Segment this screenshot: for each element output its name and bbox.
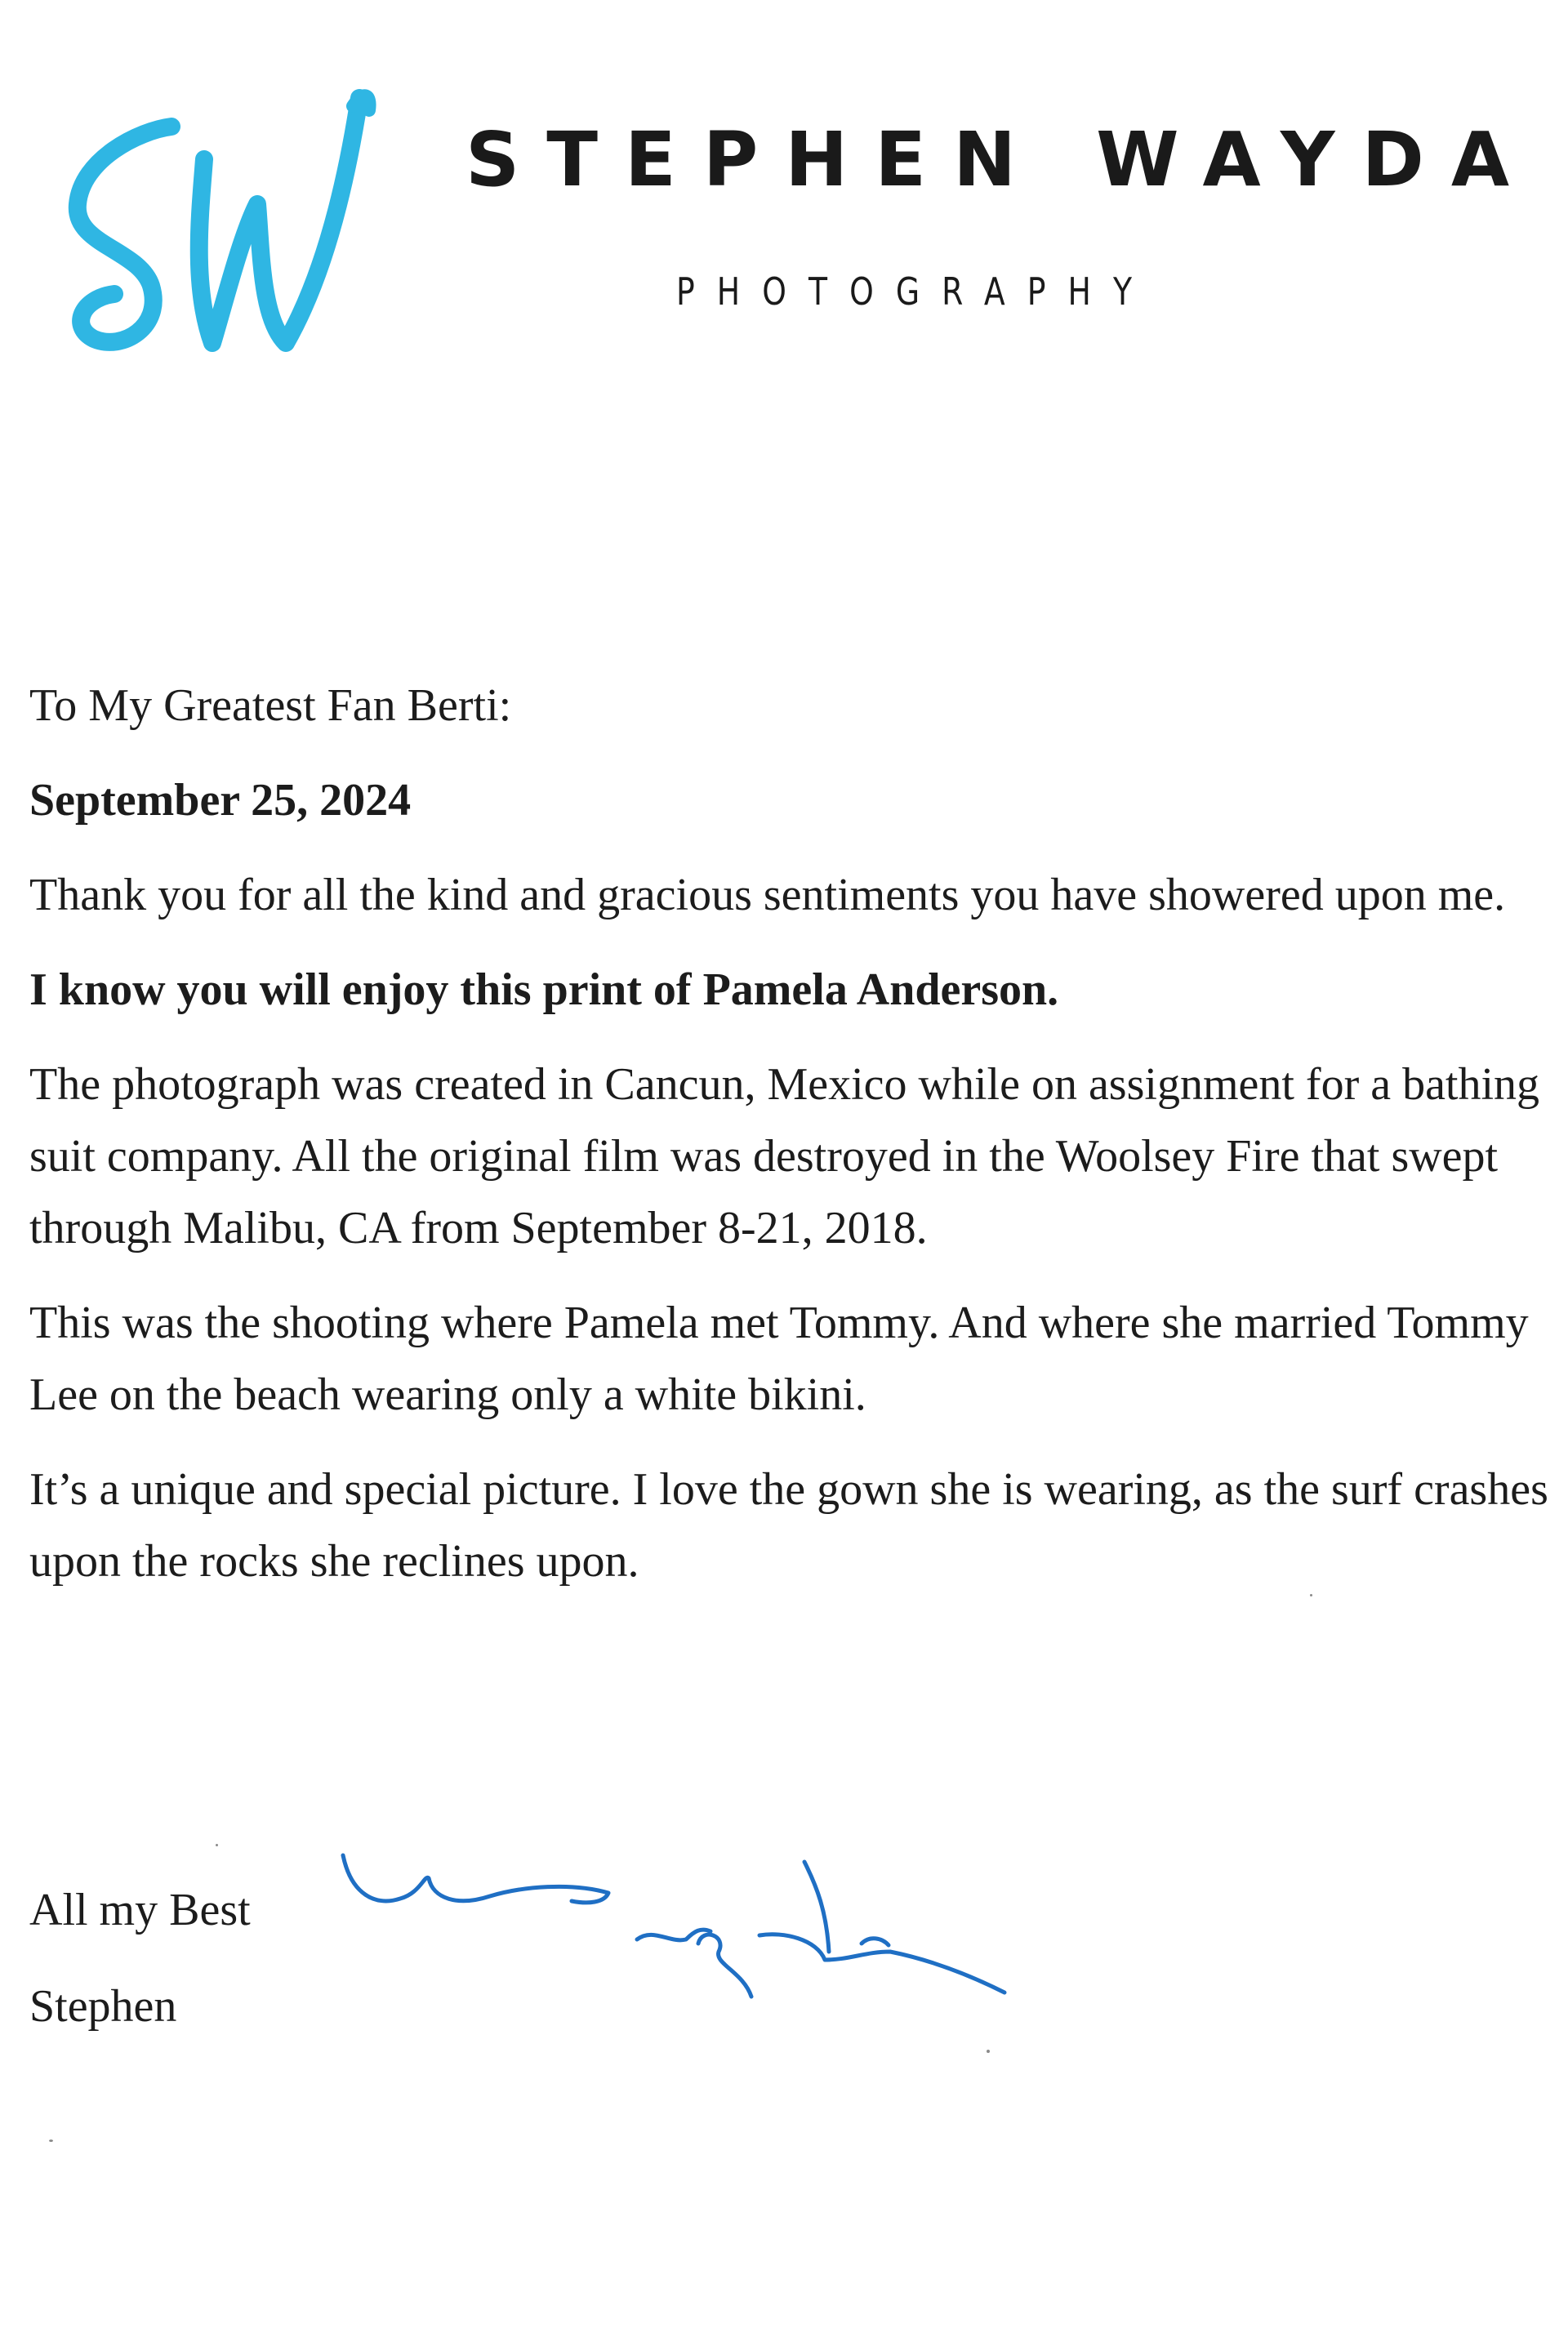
handwritten-signature <box>327 1829 1029 2025</box>
paragraph-5: It’s a unique and special picture. I love the gown she is wearing, as the surf crashes upon the rocks she reclines upon. <box>29 1464 1548 1587</box>
paragraph-1: Thank you for all the kind and gracious sentiments you have showered upon me. <box>29 870 1506 920</box>
closing: All my Best <box>29 1885 251 1935</box>
brand-name: STEPHEN WAYDA <box>466 116 1537 203</box>
paragraph-2: I know you will enjoy this print of Pamela Anderson. <box>29 964 1059 1015</box>
scan-speck <box>49 2139 53 2142</box>
scan-speck <box>987 2050 990 2053</box>
paragraph-4: This was the shooting where Pamela met Tommy. And where she married Tommy Lee on the beach wearing only a white bikini. <box>29 1298 1529 1420</box>
brand-subtitle: PHOTOGRAPHY <box>676 269 1155 314</box>
signer-name: Stephen <box>29 1981 177 2032</box>
paragraph-3: The photograph was created in Cancun, Mexico while on assignment for a bathing suit company. All the original film was destroyed in the Woolsey Fire that swept through Malibu, CA from September 8-21, 2018. <box>29 1059 1540 1253</box>
scan-speck <box>216 1844 218 1846</box>
letter-body <box>29 670 1548 1620</box>
scan-speck <box>1310 1594 1312 1596</box>
sw-monogram-logo <box>49 82 408 376</box>
letter-date: September 25, 2024 <box>29 775 412 826</box>
salutation: To My Greatest Fan Berti: <box>29 680 512 731</box>
